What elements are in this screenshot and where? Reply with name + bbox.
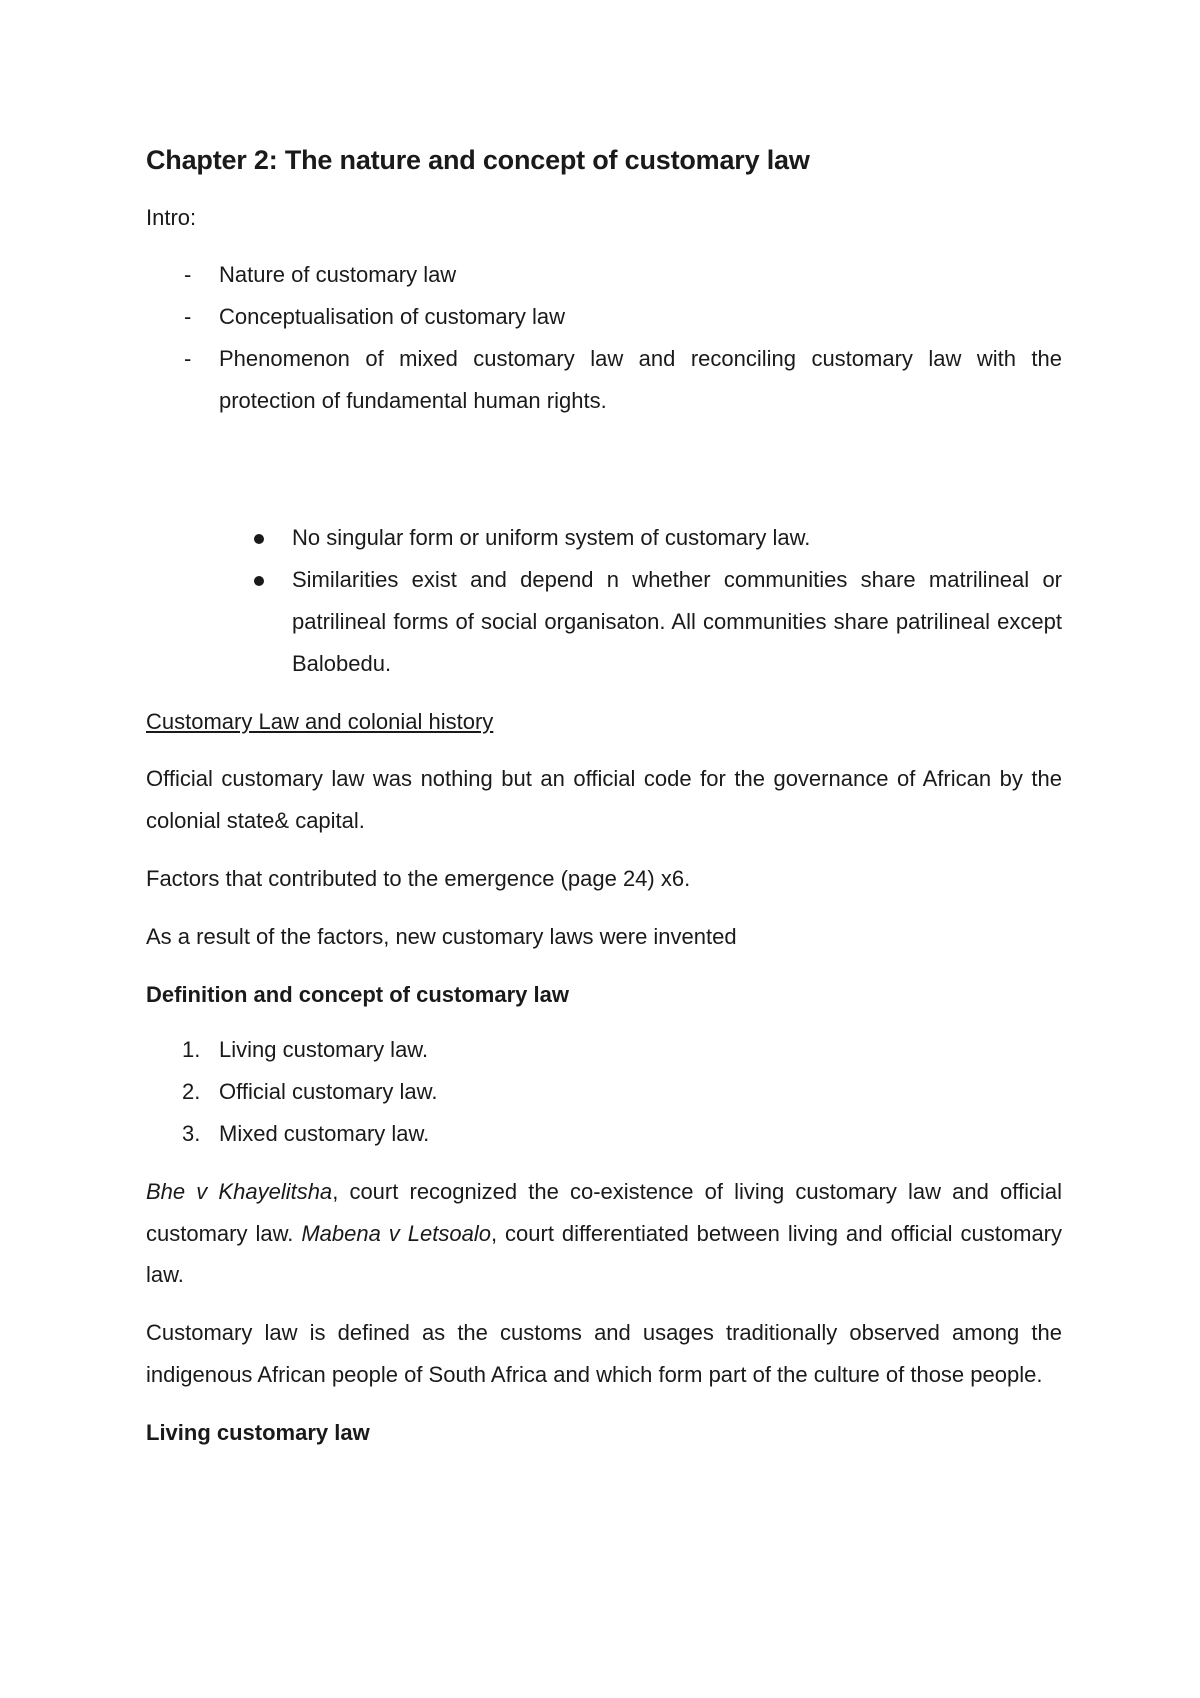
document-content: [146, 140, 1062, 1468]
list-item: [146, 296, 1062, 338]
colonial-paragraph-1: Official customary law was nothing but an official code for the governance of African by the colonial state& capital.: [146, 766, 1062, 834]
list-item-text: Similarities exist and depend n whether communities share matrilineal or patrilineal forms of social organisaton. All communities share patrilineal except Balobedu.: [292, 567, 1062, 676]
colonial-paragraph-2: Factors that contributed to the emergence (page 24) x6.: [146, 866, 691, 892]
list-item-text: Mixed customary law.: [219, 1121, 430, 1147]
chapter-title: Chapter 2: The nature and concept of customary law: [146, 145, 810, 175]
list-item: [146, 1029, 1062, 1071]
list-item-text: Phenomenon of mixed customary law and reconciling customary law with the protection of fundamental human rights.: [219, 345, 1062, 413]
list-item-text: Conceptualisation of customary law: [219, 304, 566, 330]
intro-list: [146, 254, 1062, 421]
list-item: [146, 254, 1062, 296]
list-item: [146, 338, 1062, 422]
list-item-text: Living customary law.: [219, 1037, 429, 1063]
intro-label: Intro:: [146, 204, 197, 230]
list-number: 3.: [182, 1121, 201, 1147]
bullet-icon: [254, 534, 264, 544]
case-text-mabena: , court differentiated between living and official customary law.: [146, 1220, 1063, 1288]
bullet-icon: [254, 576, 264, 586]
case-law-paragraph: [146, 1171, 1062, 1296]
list-item-text: Nature of customary law: [219, 262, 457, 288]
definition-paragraph: Customary law is defined as the customs and usages traditionally observed among the indigenous African people of South Africa and which form part of the culture of those people.: [146, 1320, 1062, 1388]
list-number: 2.: [182, 1079, 201, 1105]
colonial-paragraph-3: As a result of the factors, new customary laws were invented: [146, 923, 737, 949]
dash-marker: -: [184, 262, 192, 288]
list-item: [146, 1071, 1062, 1113]
case-name-bhe: Bhe v Khayelitsha: [146, 1178, 333, 1204]
definition-list: [146, 1029, 1062, 1154]
list-number: 1.: [182, 1037, 201, 1063]
list-item-text: Official customary law.: [219, 1079, 438, 1105]
list-item-text: No singular form or uniform system of customary law.: [292, 525, 811, 551]
colonial-history-heading: Customary Law and colonial history: [146, 708, 494, 734]
list-item: [146, 517, 1062, 559]
list-item: [146, 1113, 1062, 1155]
bullet-list: [146, 517, 1062, 684]
case-text-bhe: , court recognized the co-existence of living customary law and official customary law.: [146, 1178, 1062, 1246]
list-item: [146, 559, 1062, 684]
dash-marker: -: [184, 345, 192, 371]
definition-heading: Definition and concept of customary law: [146, 981, 569, 1007]
dash-marker: -: [184, 304, 192, 330]
living-customary-law-heading: Living customary law: [146, 1419, 370, 1445]
case-name-mabena: Mabena v Letsoalo: [301, 1220, 491, 1246]
